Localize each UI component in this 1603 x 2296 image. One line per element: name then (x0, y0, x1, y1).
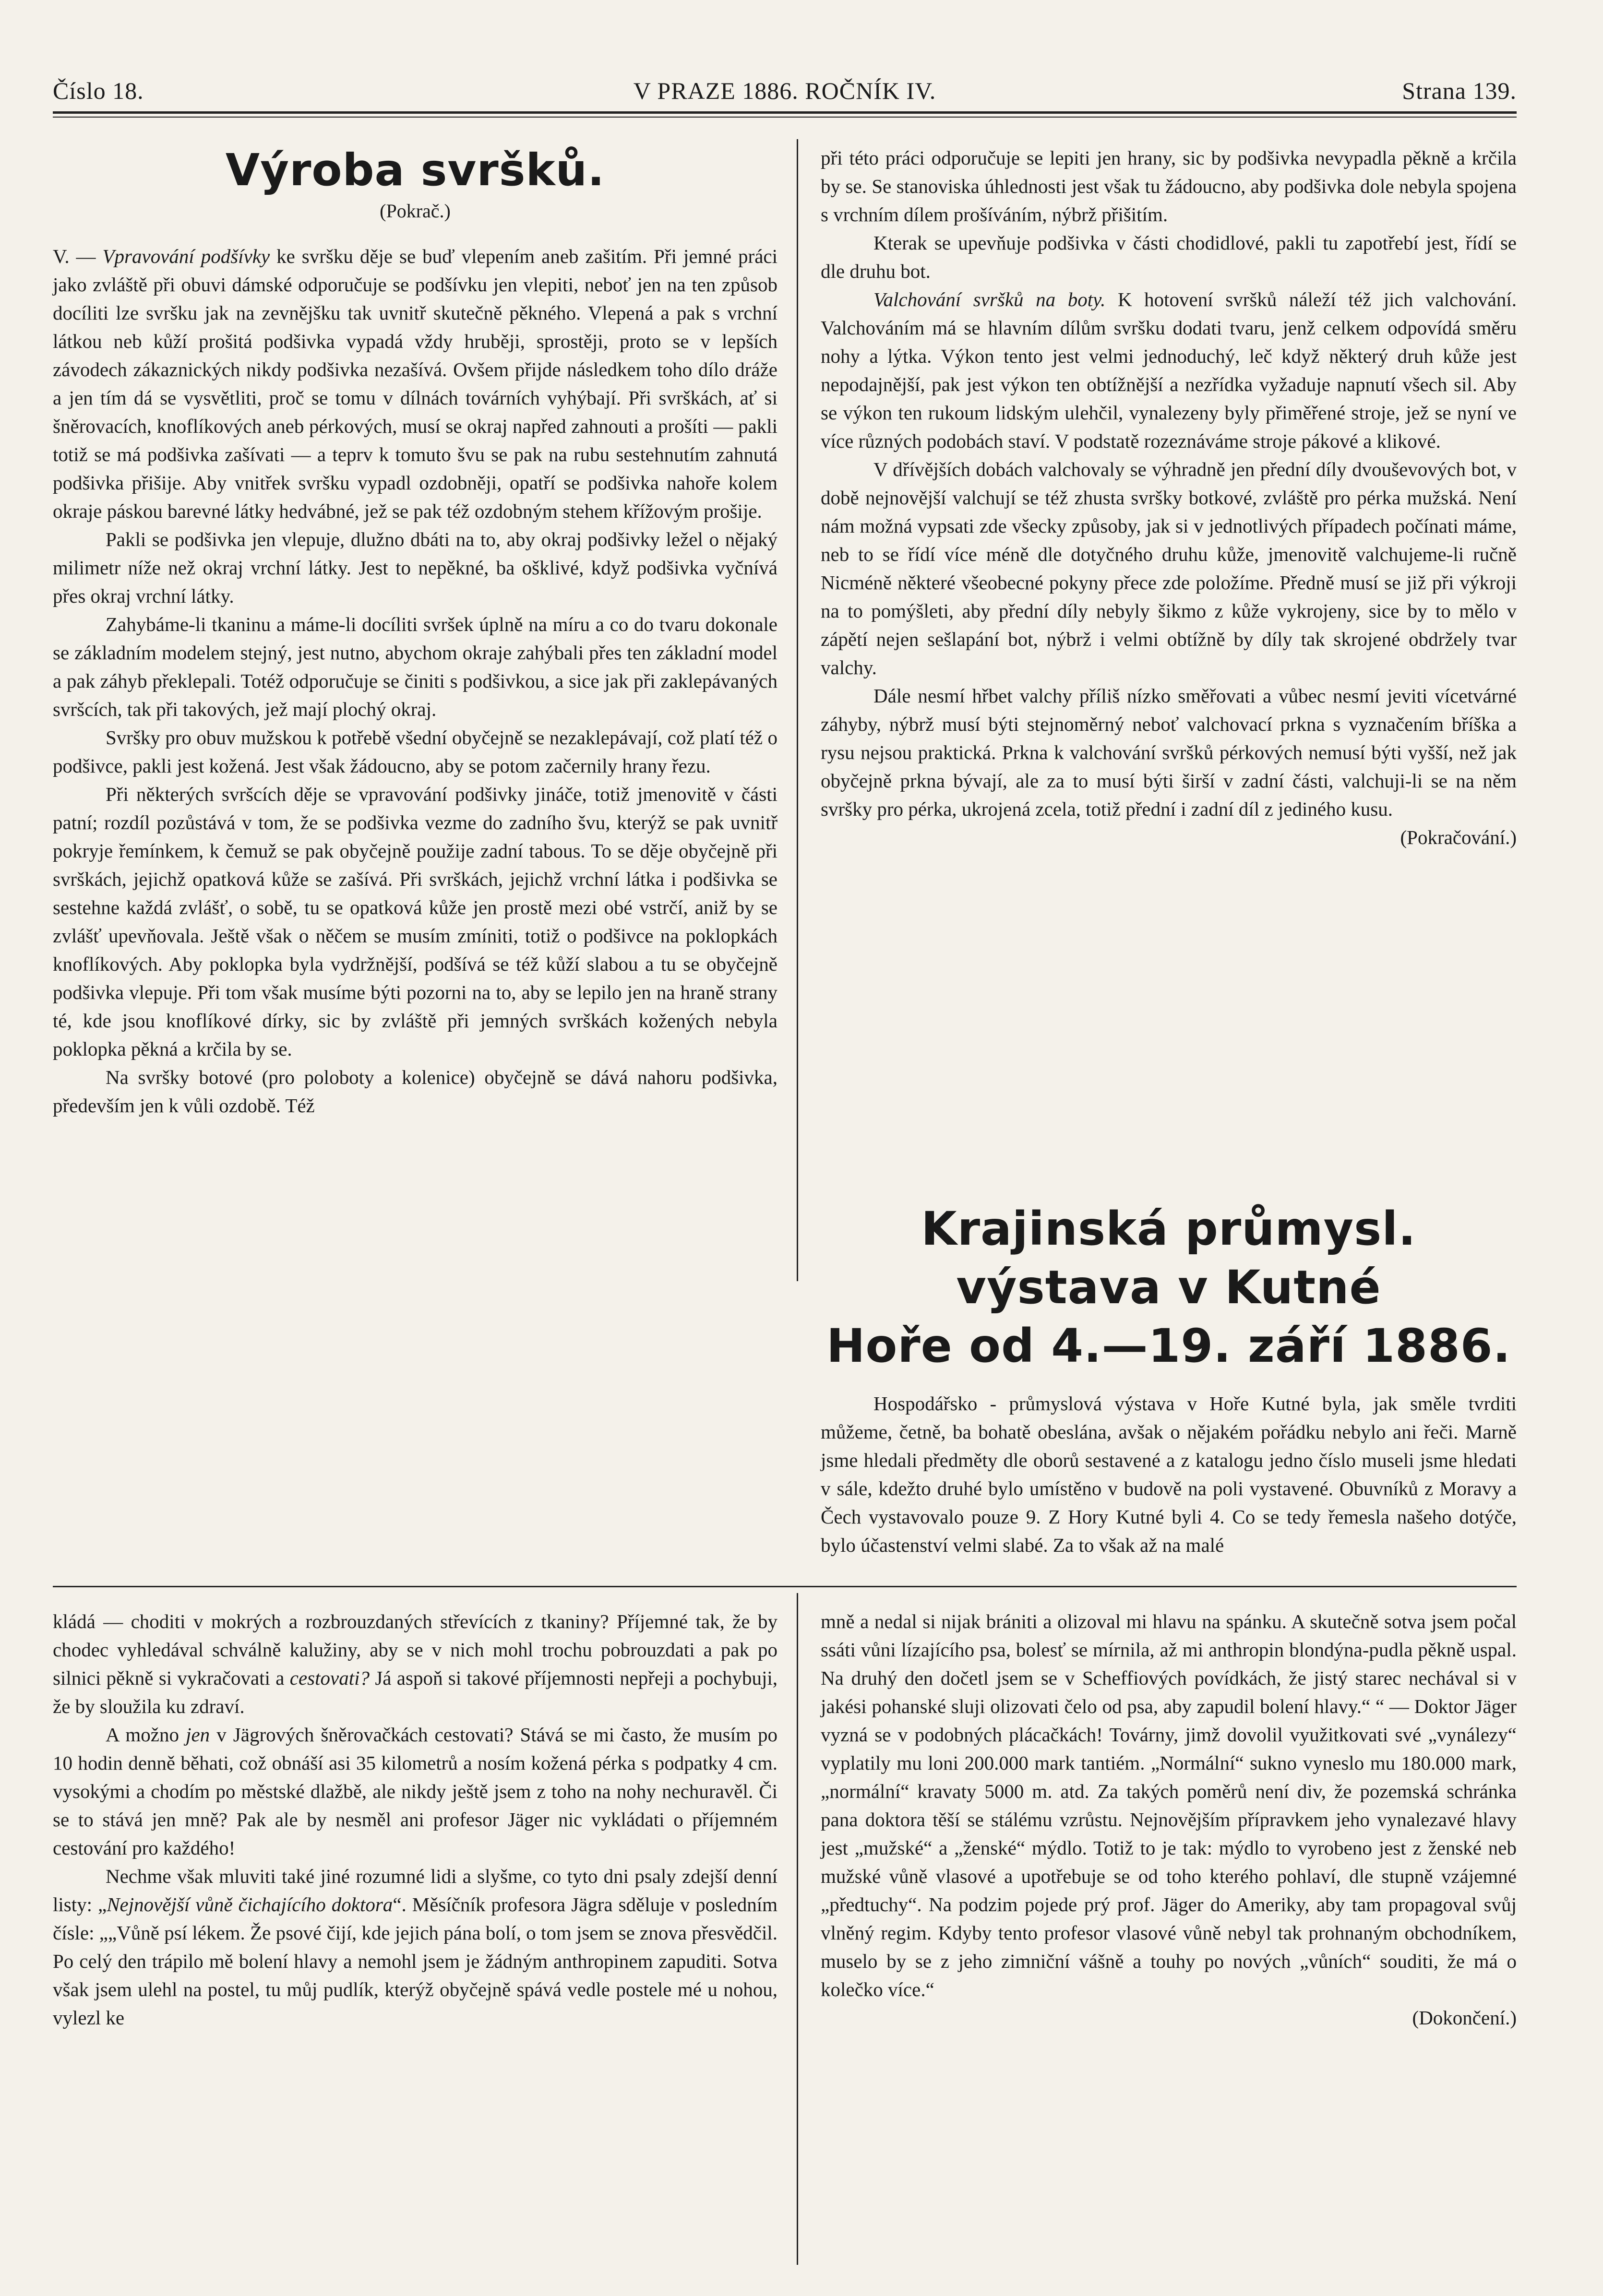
paragraph: Hospodářsko - průmyslová výstava v Hoře Kutné byla, jak směle tvrditi můžeme, četně, ba bohatě obeslána, avšak o nějakém pořádku nebylo ani řeči. Marně jsme hledali předměty dle oborů sestavené a z katalogu jedno číslo museli jsme hledati v sále, kdežto druhé bylo umístěno v budově na poli vystavené. Obuvníků z Moravy a Čech vystavovalo pouze 9. Z Hory Kutné byli 4. Co se tedy řemesla našeho dotýče, bylo účastenství velmi slabé. Za to však až na malé (821, 1392, 1517, 1556)
article-subtitle: (Pokrač.) (380, 200, 451, 222)
section-heading: Vpravování podšívky (102, 245, 270, 267)
paragraph-text: kládá — choditi v mokrých a rozbrouzdaných střevících z tkaniny? Příjemné tak, že by chodec vyhledával schválně kalužiny, aby se v nich mohl trochu pobrouzdati a pak po silnici pěkně si vykračovati a (53, 1610, 778, 1689)
paragraph-text: Nechme však mluviti také jiné rozumné lidi a slyšme, co tyto dni psaly zdejší denní listy: „ (53, 1865, 778, 1915)
place-date-volume: V PRAZE 1886. ROČNÍK IV. (633, 77, 936, 104)
paragraph (53, 1607, 778, 1721)
paragraph: Zahybáme-li tkaninu a máme-li docíliti svršek úplně na míru a co do tvaru dokonale se základním modelem stejný, jest nutno, abychom okraje zahýbali přes ten základní model a pak záhyb překlepali. Totéž odporučuje se činiti s podšivkou, a sice jak při zaklepávaných svršcích, tak při takových, jež mají plochý okraj. (53, 613, 778, 720)
exhibition-title-line2: Hoře od 4.—19. září 1886. (826, 1319, 1511, 1373)
page-header (53, 77, 1517, 110)
paragraph (53, 1721, 778, 1862)
header-rule-top (53, 111, 1517, 114)
emphasis: Nejnovější vůně čichajícího doktora (107, 1893, 393, 1915)
column-divider-upper (797, 139, 798, 1281)
page-number: Strana 139. (1402, 77, 1517, 104)
emphasis: cestovati? (289, 1667, 370, 1689)
paragraph-intro (53, 242, 778, 525)
article-title: Výroba svršků. (225, 144, 605, 196)
paragraph: Na svršky botové (pro polobotу a kolenice) obyčejně se dává nahoru podšivka, především jen k vůli ozdobě. Též (53, 1066, 778, 1117)
paragraph-valchovani (821, 286, 1517, 455)
paragraph: Pakli se podšivka jen vlepuje, dlužno dbáti na to, aby okraj podšivky ležel o nějaký milimetr níže než okraj vrchní látky. Jest to nepěkné, ba ošklivé, když podšivka vyčnívá přes okraj vrchní látky. (53, 528, 778, 607)
paragraph: Při některých svršcích děje se vpravování podšivky jináče, totiž jmenovitě v části patní; rozdíl pozůstává v tom, že se podšivka vezme do zadního švu, kterýž se pak uvnitř pokryje řemínkem, k čemuž se pak obyčejně použije zadní tabous. To se děje obyčejně při svrškách, jejichž opatková kůže se zašívá. Při svrškách, jejichž vrchní látka i podšivka se sestehne každá zvlášť, o sobě, tu se opatková kůže jen prostě mezi obé vstrčí, aniž by se zvlášť upevňovala. Ještě však o něčem se musím zmíniti, totiž o podšivce na poklopkách knoflíkových. Aby poklopka byla vydržnější, podšívá se též kůží slabou a tu se obyčejně podšivka vlepuje. Při tom však musíme býti pozorni na to, aby se lepilo jen na hraně strany té, kde jsou knoflíkové dírky, sic by zvláště při jemných svrškách kožených nebyla poklopka pěkná a krčila by se. (53, 783, 778, 1060)
section-heading: Valchování svršků na boty. (873, 288, 1106, 310)
paragraph: Dále nesmí hřbet valchy příliš nízko směřovati a vůbec nesmí jeviti vícetvárné záhyby, nýbrž musí býti stejnoměrný neboť valchovací prkna s vyznačením bříška a rysu nejsou praktická. Prkna k valchování svršků pérkových nemusí býti vyšší, než jak obyčejně prkna bývají, ale za to musí býti širší v zadní části, valchuji-li se na něm svršky pro pérka, ukrojená zcela, totiž přední i zadní díl z jediného kusu. (821, 685, 1517, 820)
paragraph: při této práci odporučuje se lepiti jen hrany, sic by podšivka nevypadla pěkně a krčila by se. Se stanoviska úhlednosti jest však tu žádoucno, aby podšivka dole nebyla spojena s vrchním dílem prošíváním, nýbrž přišitím. (821, 147, 1517, 226)
paragraph (53, 1862, 778, 2032)
article-right-column (821, 144, 1517, 852)
paragraph-text: v Jägrových šněrovačkách cestovati? Stává se mi často, že musím po 10 hodin denně běhati, což obnáší asi 35 kilometrů a nosím kožená pérka s podpatky 4 cm. vysokými a chodím po městské dlažbě, ale nikdy ještě jsem z toho na nohy nechuravěl. Či se to stává jen mně? Pak ale by nesměl ani profesor Jäger nic vykládati o příjemném cestování pro každého! (53, 1724, 778, 1859)
paragraph-text: “. Měsíčník profesora Jägra sděluje v posledním čísle: „„Vůně psí lékem. Že psové čijí, kde jejich pána bolí, o tom jsem se znova přesvědčil. Po celý den trápilo mě bolení hlavy a nemohl jsem je žádným anthropinem zapuditi. Sotva však jsem ulehl na postel, tu můj pudlík, kterýž obyčejně spává vedle postele mé u nohou, vylezl ke (53, 1893, 778, 2029)
issue-number: Číslo 18. (53, 77, 144, 104)
concluded-note: (Dokončení.) (1412, 2007, 1517, 2029)
header-rule-bottom (53, 117, 1517, 118)
exhibition-article (821, 1200, 1517, 1559)
article-left-column (53, 144, 778, 1120)
section-prefix: V. — (53, 245, 103, 267)
paragraph-text: K hotovení svršků náleží též jich valchování. Valchováním má se hlavním dílům svršku dodati tvaru, jenž celkem odpovídá směru nohy a lýtka. Výkon tento jest velmi jednoduchý, leč když některý druh kůže jest nepodajnější, pak jest výkon ten obtížnější a nezřídka vyžaduje napnutí všech sil. Aby se výkon ten rukoum lidským ulehčil, vynalezeny byly přiměřené stroje, jež se nyní ve více různých podobách staví. V podstatě rozeznáváme stroje pákové a klikové. (821, 288, 1517, 452)
paragraph: V dřívějších dobách valchovaly se výhradně jen přední díly dvouševových bot, v době nejnovější valchují se též zhusta svršky botkové, zvláště pro pérka mužská. Není nám možná vypsati zde všecky způsoby, jak si v jednotlivých případech počínati máme, neb to se řídí více méně dle dotyčného druhu kůže, jmenovitě valchujeme-li ručně Nicméně některé všeobecné pokyny přece zde položíme. Předně musí se již při výkroji na to pomýšleti, aby přední díly nebyly šikmo z kůže vykrojeny, sice by to mělo v zápětí nejen sešlapání bot, nýbrž i velmi obtížně by díly tak skrojené obdržely tvar valchy. (821, 458, 1517, 678)
emphasis: jen (186, 1724, 210, 1746)
paragraph: Kterak se upevňuje podšivka v části chodidlové, pakli tu zapotřebí jest, řídí se dle druhu bot. (821, 232, 1517, 282)
paragraph: Svršky pro obuv mužskou k potřebě všední obyčejně se nezaklepávají, což platí též o podšivce, pakli jest kožená. Jest však žádoucno, aby se potom začernily hrany řezu. (53, 726, 778, 777)
paragraph-text: A možno (106, 1724, 186, 1746)
feuilleton-left-column (53, 1607, 778, 2032)
paragraph: mně a nedal si nijak brániti a olizoval mi hlavu na spánku. A skutečně sotva jsem počal ssáti vůni lízajícího psa, bolesť se mírnila, až mi anthropin blondýna-pudla pěkně uspal. Na druhý den dočetl jsem se v Scheffiových povídkách, že jistý starec nechával si v jakési pohanské sluji olizovati čelo od psa, aby zapudil bolení hlavy.“ “ — Doktor Jäger vyzná se v podobných plácačkách! Továrny, jimž dovolil využitkovati své „vynálezy“ vyplatily mu loni 200.000 mark tantiém. „Normální“ sukno vyneslo mu 180.000 mark, „normální“ kravaty 5000 m. atd. Za takých poměrů není div, že pozemská schránka pana doktora těší se stálému vzrůstu. Nejnovějším přípravkem jeho vynalezavé hlavy jest „mužské“ a „ženské“ mýdlo. Totiž to je tak: mýdlo to vyrobeno jest z ženské neb mužské vůně vlasové a upotřebuje se od toho kterého pohlaví, dle stupně vzájemné „předtuchy“. Na podzim pojede prý prof. Jäger do Ameriky, aby tam propagoval svůj vlněný regim. Kdyby tento profesor vlasové vůně nebyl tak prohnaným obchodníkem, muselo by se z jeho zimniční vášně a touhy po nových „vůních“ souditi, že má o kolečko více.“ (821, 1610, 1517, 2000)
feuilleton-right-column (821, 1607, 1517, 2032)
exhibition-title-line1: Krajinská průmysl. výstava v Kutné (921, 1202, 1416, 1314)
paragraph-text: Já aspoň si takové příjemnosti nepřeji a pochybuji, že by sloužila ku zdraví. (53, 1667, 778, 1717)
paragraph-text: ke svršku děje se buď vlepením aneb zašitím. Při jemné práci jako zvláště při obuvi dámské odporučuje se podšívku jen vlepiti, neboť jen na ten způsob docíliti lze svršku jak na zevnějšku tak uvnitř skutečně pěkného. Vlepená a pak s vrchní látkou neb kůží prošitá podšivka vypadá vždy hruběji, sprostěji, proto se v lepších závodech zákaznických nikdy podšivka nezašívá. Ovšem přijde následkem toho dílo dráže a jen tím dá se vysvětliti, proč se tomu v dílnách továrních vyhýbají. Při svrškách, ať si šněrovacích, knoflíkových aneb pérkových, musí se okraj napřed zahnouti a prošíti — pakli totiž se má podšivka zašívati — a teprv k tomuto švu se pak na rubu sestehnutím zahnutá podšivka přišije. Aby vnitřek svršku vypadl ozdobněji, opatří se podšivka nahoře kolem okraje páskou barevné látky hedvábné, jež se pak též ozdobným stehem křížovým prošije. (53, 245, 778, 522)
continued-note: (Pokračování.) (1400, 826, 1517, 848)
feuilleton-separator (53, 1586, 1517, 1587)
column-divider-lower (797, 1593, 798, 2265)
